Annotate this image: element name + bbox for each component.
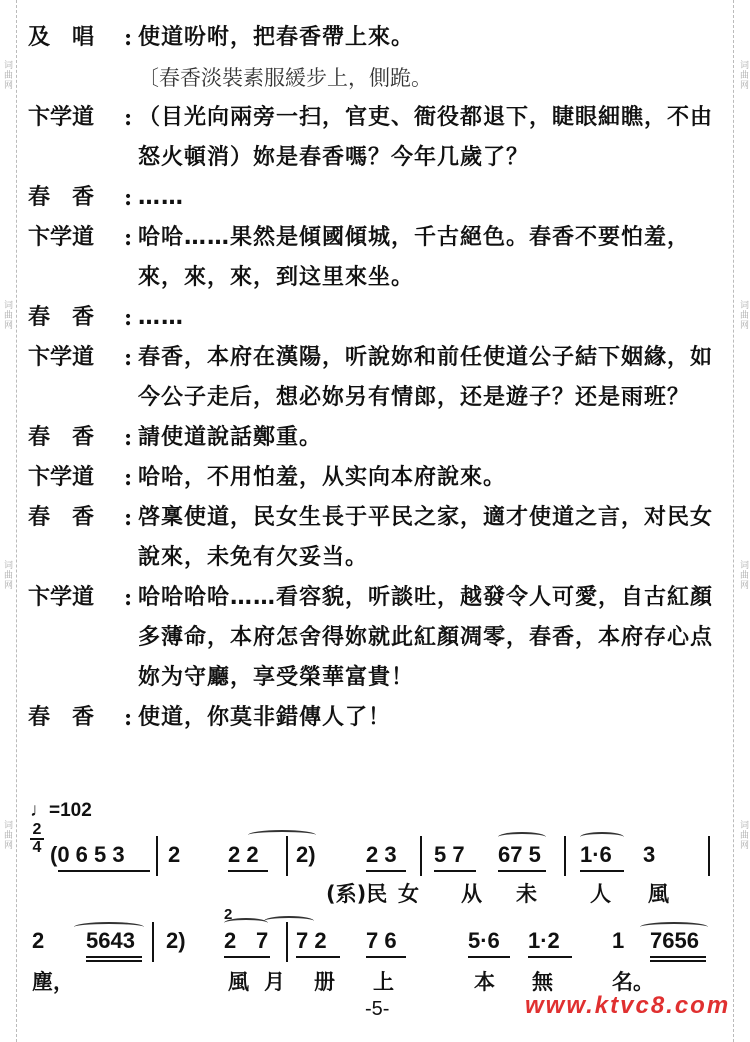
barline xyxy=(420,836,422,876)
speaker-name: 春 香 xyxy=(28,305,95,330)
speaker-name: 春 香 xyxy=(28,705,95,730)
lyric: 無 xyxy=(532,970,553,994)
barline xyxy=(286,922,288,962)
line-text: 哈哈，不用怕羞，从实向本府說來。 xyxy=(138,465,507,490)
line-text: 使道，你莫非錯傳人了！ xyxy=(138,705,392,730)
note-group: 2 3 xyxy=(366,842,397,867)
beam-line xyxy=(86,956,142,958)
lyric: 人 xyxy=(590,882,611,906)
dialogue-line: 春 香 : 使道，你莫非錯傳人了！ xyxy=(28,698,728,738)
lyric: 册 xyxy=(314,970,335,994)
lyric: (系)民 xyxy=(326,882,388,906)
lyric: 名。 xyxy=(612,970,654,994)
dialogue-line: 及 唱 : 使道吩咐，把春香帶上來。 xyxy=(28,18,728,58)
dialogue-line: 春 香 : 啓稟使道，民女生長于平民之家，適才使道之言，对民女說來，未免有欠妥当。 xyxy=(28,498,728,578)
dialogue-line: 春 香 : …… xyxy=(28,298,728,338)
speaker-name: 春 香 xyxy=(28,185,95,210)
dialogue-line: 卞学道 : 春香，本府在漢陽，听說妳和前任使道公子結下姻緣，如今公子走后，想必妳另有情郎，还是遊子？还是雨班？ xyxy=(28,338,728,418)
beam-line xyxy=(468,956,510,958)
barline xyxy=(286,836,288,876)
note: 7 xyxy=(256,928,269,953)
note-group: 1·6 xyxy=(580,842,612,867)
line-text: （目光向兩旁一扫，官吏、衙役都退下，睫眼細瞧，不由怒火頓消）妳是春香嗎？今年几歲了？ xyxy=(138,105,714,170)
beam-line xyxy=(580,870,624,872)
tempo-mark: ♩=102 xyxy=(30,800,92,821)
barline xyxy=(152,922,154,962)
speaker-name: 春 香 xyxy=(28,425,95,450)
watermark: 词曲网 xyxy=(738,820,748,850)
line-text: …… xyxy=(138,185,184,210)
right-margin-strip xyxy=(733,0,750,1042)
beam-line xyxy=(366,870,406,872)
grace-note: 2 xyxy=(224,906,233,923)
note: 2 xyxy=(168,842,181,867)
lyric: 从 xyxy=(461,882,482,906)
beam-line xyxy=(228,870,268,872)
slur xyxy=(248,830,316,840)
lyric: 風 xyxy=(648,882,669,906)
watermark: 词曲网 xyxy=(738,300,748,330)
slur xyxy=(264,916,314,926)
note-group: (0 6 5 3 xyxy=(50,842,125,867)
lyric: 未 xyxy=(516,882,537,906)
barline xyxy=(708,836,710,876)
speaker-name: 卞学道 xyxy=(28,465,95,490)
beam-line xyxy=(498,870,546,872)
beam-line xyxy=(650,956,706,958)
beam-line xyxy=(434,870,476,872)
note-group: 2 2 xyxy=(228,842,259,867)
note: 2 xyxy=(224,928,237,953)
dialogue-line: 春 香 : …… xyxy=(28,178,728,218)
beam-line xyxy=(296,956,340,958)
beam-line xyxy=(366,956,406,958)
line-text: 請使道說話鄭重。 xyxy=(138,425,323,450)
speaker-name: 卞学道 xyxy=(28,225,95,250)
watermark: 词曲网 xyxy=(2,60,12,90)
stage-direction: 〔春香淡裝素服緩步上，側跪。 xyxy=(138,66,432,90)
dialogue-line: 卞学道 : 哈哈哈哈……看容貌，听談吐，越發令人可愛，自古紅顏多薄命，本府怎舍得妳就此紅顏凋零，春香，本府存心点妳为守廳，享受榮華富貴！ xyxy=(28,578,728,698)
dialogue-line: 卞学道 : 哈哈，不用怕羞，从实向本府說來。 xyxy=(28,458,728,498)
note-group: 5·6 xyxy=(468,928,500,953)
note: 3 xyxy=(643,842,656,867)
beam-line xyxy=(224,956,270,958)
slur xyxy=(580,832,624,842)
site-watermark: www.ktvc8.com xyxy=(525,992,731,1019)
lyric: 女 xyxy=(398,882,419,906)
dialogue-section xyxy=(28,18,728,738)
barline xyxy=(156,836,158,876)
speaker-name: 及 唱 xyxy=(28,25,95,50)
note: 2) xyxy=(296,842,316,867)
slur xyxy=(224,918,268,928)
lyric: 月 xyxy=(264,970,285,994)
speaker-name: 卞学道 xyxy=(28,585,95,610)
watermark: 词曲网 xyxy=(738,560,748,590)
note: 2) xyxy=(166,928,186,953)
note-group: 5 7 xyxy=(434,842,465,867)
line-text: 哈哈哈哈……看容貌，听談吐，越發令人可愛，自古紅顏多薄命，本府怎舍得妳就此紅顏凋零，春香，本府存心点妳为守廳，享受榮華富貴！ xyxy=(138,585,714,690)
beam-line xyxy=(58,870,150,872)
slur xyxy=(498,832,546,842)
note-group: 67 5 xyxy=(498,842,541,867)
note: 2 xyxy=(32,928,45,953)
beam-line xyxy=(86,960,142,962)
watermark: 词曲网 xyxy=(2,820,12,850)
barline xyxy=(564,836,566,876)
note: 1 xyxy=(612,928,625,953)
watermark: 词曲网 xyxy=(2,560,12,590)
dialogue-line: 卞学道 : （目光向兩旁一扫，官吏、衙役都退下，睫眼細瞧，不由怒火頓消）妳是春香嗎？今年几歲了？ xyxy=(28,98,728,178)
beam-line xyxy=(528,956,572,958)
beam-line xyxy=(650,960,706,962)
lyric: 風 xyxy=(228,970,249,994)
speaker-name: 卞学道 xyxy=(28,345,95,370)
note-group: 7 2 xyxy=(296,928,327,953)
note-group: 5643 xyxy=(86,928,135,953)
lyric: 本 xyxy=(474,970,495,994)
note-group: 7 6 xyxy=(366,928,397,953)
speaker-name: 卞学道 xyxy=(28,105,95,130)
watermark: 词曲网 xyxy=(738,60,748,90)
note-group: 7656 xyxy=(650,928,699,953)
lyric: 塵， xyxy=(32,970,74,994)
dialogue-line: 春 香 : 請使道說話鄭重。 xyxy=(28,418,728,458)
line-text: …… xyxy=(138,305,184,330)
watermark: 词曲网 xyxy=(2,300,12,330)
line-text: 啓稟使道，民女生長于平民之家，適才使道之言，对民女說來，未免有欠妥当。 xyxy=(138,505,714,570)
line-text: 春香，本府在漢陽，听說妳和前任使道公子結下姻緣，如今公子走后，想必妳另有情郎，还是遊子？还是雨班？ xyxy=(138,345,714,410)
note-group: 1·2 xyxy=(528,928,560,953)
page-number: -5- xyxy=(365,998,390,1020)
lyric: 上 xyxy=(373,970,394,994)
dialogue-line: 卞学道 : 哈哈……果然是傾國傾城，千古絕色。春香不要怕羞，來，來，來，到这里來坐。 xyxy=(28,218,728,298)
left-margin-strip xyxy=(0,0,17,1042)
line-text: 哈哈……果然是傾國傾城，千古絕色。春香不要怕羞，來，來，來，到这里來坐。 xyxy=(138,225,691,290)
time-signature: 2 4 xyxy=(30,822,44,856)
line-text: 使道吩咐，把春香帶上來。 xyxy=(138,25,415,50)
speaker-name: 春 香 xyxy=(28,505,95,530)
